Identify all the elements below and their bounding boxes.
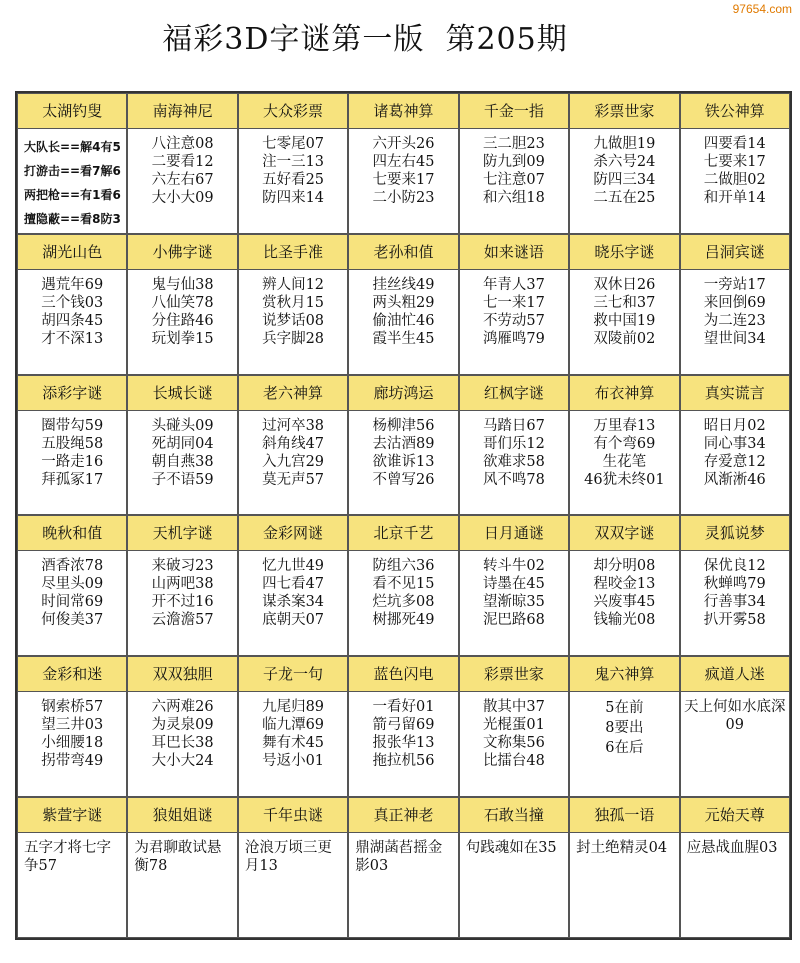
riddle-line: 四左右45	[372, 154, 435, 170]
riddle-cell	[17, 375, 127, 516]
riddle-line: 马踏日67	[482, 417, 545, 434]
riddle-cell	[459, 93, 569, 234]
cell-header: 彩票世家	[570, 94, 678, 129]
riddle-cell	[459, 375, 569, 516]
riddle-line: 杀六号24	[593, 154, 656, 170]
cell-header: 比圣手准	[239, 235, 347, 270]
cell-header: 双双字谜	[570, 516, 678, 551]
cell-body	[128, 551, 236, 655]
riddle-line: 五好看25	[262, 172, 325, 188]
riddle-line: 沧浪万顷三更月13	[244, 840, 332, 875]
cell-header: 红枫字谜	[460, 376, 568, 411]
riddle-cell	[680, 375, 790, 516]
riddle-line: 和六组18	[482, 190, 545, 206]
cell-body	[128, 411, 236, 515]
cell-body	[349, 692, 457, 796]
riddle-line: 八仙笑78	[151, 294, 214, 311]
riddle-line: 大队长==解4有5	[24, 140, 121, 154]
riddle-line: 酒香浓78	[41, 558, 104, 575]
cell-header: 天机字谜	[128, 516, 236, 551]
page-title: 福彩3D字谜第一版 第205期	[162, 22, 568, 57]
riddle-line: 忆九世49	[262, 558, 325, 575]
riddle-line: 说梦话08	[262, 312, 325, 329]
riddle-cell	[680, 515, 790, 656]
riddle-line: 行善事34	[703, 594, 766, 611]
riddle-line: 却分明08	[593, 558, 656, 575]
cell-body	[128, 692, 236, 796]
riddle-cell	[127, 234, 237, 375]
riddle-cell	[569, 797, 679, 938]
cell-body	[18, 692, 126, 796]
riddle-cell	[17, 234, 127, 375]
riddle-line: 遇荒年69	[41, 276, 104, 293]
riddle-line: 六两难26	[151, 699, 214, 716]
riddle-line: 入九宫29	[262, 453, 325, 470]
riddle-line: 双休日26	[593, 276, 656, 293]
cell-body	[570, 833, 678, 937]
riddle-line: 兴废事45	[593, 594, 656, 611]
cell-body	[349, 411, 457, 515]
riddle-line: 防九到09	[482, 154, 545, 170]
riddle-line: 救中国19	[593, 312, 656, 329]
cell-header: 晚秋和值	[18, 516, 126, 551]
cell-header: 廊坊鸿运	[349, 376, 457, 411]
cell-body	[239, 833, 347, 937]
riddle-cell	[238, 234, 348, 375]
riddle-line: 来回倒69	[703, 294, 766, 311]
riddle-cell	[680, 797, 790, 938]
cell-header: 独孤一语	[570, 798, 678, 833]
riddle-line: 双陵前02	[593, 330, 656, 347]
riddle-line: 天上何如水底深09	[684, 699, 786, 734]
riddle-line: 舞有术45	[262, 735, 325, 752]
riddle-cell	[17, 656, 127, 797]
riddle-cell	[127, 797, 237, 938]
riddle-line: 时间常69	[41, 594, 104, 611]
riddle-line: 分住路46	[151, 312, 214, 329]
riddle-line: 云澹澹57	[151, 612, 214, 629]
riddle-line: 不劳动57	[482, 312, 545, 329]
riddle-line: 七零尾07	[262, 136, 325, 152]
riddle-line: 秋蝉鸣79	[703, 576, 766, 593]
site-watermark: 97654.com	[732, 2, 792, 16]
cell-header: 长城长谜	[128, 376, 236, 411]
riddle-line: 鬼与仙38	[151, 276, 214, 293]
riddle-line: 七要来17	[372, 172, 435, 188]
cell-header: 彩票世家	[460, 657, 568, 692]
riddle-line: 何俊美37	[41, 612, 104, 629]
riddle-line: 扒开雾58	[703, 612, 766, 629]
riddle-line: 散其中37	[482, 699, 545, 716]
cell-body	[349, 129, 457, 233]
riddle-line: 谋杀案34	[262, 594, 325, 611]
riddle-cell	[459, 515, 569, 656]
cell-body	[570, 551, 678, 655]
cell-body	[18, 129, 126, 234]
riddle-line: 朝自燕38	[151, 453, 214, 470]
riddle-line: 来破习23	[151, 558, 214, 575]
cell-header: 千金一指	[460, 94, 568, 129]
cell-header: 蓝色闪电	[349, 657, 457, 692]
riddle-line: 保优良12	[703, 558, 766, 575]
cell-header: 老六神算	[239, 376, 347, 411]
riddle-line: 望渐晾35	[482, 594, 545, 611]
riddle-cell	[569, 375, 679, 516]
riddle-line: 霞半生45	[372, 330, 435, 347]
riddle-line: 底朝天07	[262, 612, 325, 629]
riddle-line: 比擂台48	[482, 753, 545, 770]
cell-header: 千年虫谜	[239, 798, 347, 833]
riddle-line: 万里春13	[593, 417, 656, 434]
riddle-line: 树挪死49	[372, 612, 435, 629]
riddle-cell	[680, 656, 790, 797]
riddle-line: 哥们乐12	[482, 435, 545, 452]
cell-body	[681, 411, 789, 515]
cell-header: 真实谎言	[681, 376, 789, 411]
riddle-line: 风渐淅46	[703, 471, 766, 488]
cell-header: 吕洞宾谜	[681, 235, 789, 270]
riddle-cell	[348, 234, 458, 375]
cell-body	[681, 833, 789, 937]
riddle-line: 不曾写26	[372, 471, 435, 488]
riddle-line: 去沽酒89	[372, 435, 435, 452]
cell-body	[18, 833, 126, 937]
riddle-line: 兵字脚28	[262, 330, 325, 347]
riddle-line: 程咬金13	[593, 576, 656, 593]
cell-header: 北京千艺	[349, 516, 457, 551]
cell-header: 大众彩票	[239, 94, 347, 129]
riddle-line: 昭日月02	[703, 417, 766, 434]
riddle-line: 开不过16	[151, 594, 214, 611]
riddle-line: 文称集56	[482, 735, 545, 752]
riddle-line: 一旁站17	[703, 276, 766, 293]
riddle-line: 同心事34	[703, 435, 766, 452]
riddle-cell	[238, 375, 348, 516]
riddle-grid	[15, 91, 792, 940]
riddle-line: 四要看14	[703, 136, 766, 152]
riddle-line: 二做胆02	[703, 172, 766, 188]
riddle-cell	[127, 515, 237, 656]
riddle-line: 封土绝精灵04	[576, 840, 668, 857]
riddle-cell	[569, 234, 679, 375]
riddle-line: 大小大09	[151, 190, 214, 206]
riddle-line: 九尾归89	[262, 699, 325, 716]
riddle-line: 防组六36	[372, 558, 435, 575]
riddle-line: 风不鸣78	[482, 471, 545, 488]
riddle-line: 烂坑多08	[372, 594, 435, 611]
riddle-cell	[569, 515, 679, 656]
cell-header: 南海神尼	[128, 94, 236, 129]
riddle-cell	[569, 93, 679, 234]
cell-body	[239, 692, 347, 796]
riddle-cell	[127, 93, 237, 234]
cell-body	[570, 129, 678, 233]
riddle-line: 欲难求58	[482, 453, 545, 470]
cell-body	[18, 411, 126, 515]
cell-header: 疯道人迷	[681, 657, 789, 692]
riddle-line: 钢索桥57	[41, 699, 104, 716]
riddle-line: 防四三34	[593, 172, 656, 188]
riddle-line: 死胡同04	[151, 435, 214, 452]
riddle-cell	[569, 656, 679, 797]
cell-header: 布衣神算	[570, 376, 678, 411]
riddle-line: 存爱意12	[703, 453, 766, 470]
riddle-line: 过河卒38	[262, 417, 325, 434]
cell-body	[349, 270, 457, 374]
riddle-line: 泥巴路68	[482, 612, 545, 629]
riddle-line: 六开头26	[372, 136, 435, 152]
riddle-cell	[348, 375, 458, 516]
riddle-line: 鼎湖菡萏摇金影03	[355, 840, 443, 875]
riddle-cell	[17, 93, 127, 234]
riddle-line: 五股绳58	[41, 435, 104, 452]
riddle-line: 为二连23	[703, 312, 766, 329]
cell-header: 鬼六神算	[570, 657, 678, 692]
riddle-line: 号返小01	[262, 753, 325, 770]
cell-header: 元始天尊	[681, 798, 789, 833]
cell-header: 诸葛神算	[349, 94, 457, 129]
cell-body	[128, 833, 236, 937]
riddle-line: 擅隐蔽==看8防3	[24, 212, 121, 226]
cell-body	[239, 551, 347, 655]
cell-body	[570, 692, 678, 796]
cell-body	[460, 270, 568, 374]
riddle-line: 三个钱03	[41, 294, 104, 311]
riddle-cell	[680, 93, 790, 234]
riddle-line: 5在前	[605, 700, 644, 717]
riddle-cell	[348, 93, 458, 234]
cell-header: 子龙一句	[239, 657, 347, 692]
cell-header: 金彩网谜	[239, 516, 347, 551]
riddle-cell	[238, 93, 348, 234]
riddle-cell	[127, 656, 237, 797]
riddle-line: 鸿雁鸣79	[482, 330, 545, 347]
riddle-cell	[348, 656, 458, 797]
riddle-line: 为灵泉09	[151, 717, 214, 734]
riddle-line: 山两吧38	[151, 576, 214, 593]
riddle-line: 欲谁诉13	[372, 453, 435, 470]
riddle-line: 拖拉机56	[372, 753, 435, 770]
cell-body	[460, 833, 568, 937]
cell-body	[681, 270, 789, 374]
cell-header: 小佛字谜	[128, 235, 236, 270]
riddle-line: 杨柳津56	[372, 417, 435, 434]
riddle-line: 赏秋月15	[262, 294, 325, 311]
cell-body	[18, 551, 126, 655]
riddle-line: 小细腰18	[41, 735, 104, 752]
cell-body	[681, 129, 789, 233]
riddle-cell	[238, 656, 348, 797]
riddle-line: 尽里头09	[41, 576, 104, 593]
riddle-line: 圈带勾59	[41, 417, 104, 434]
riddle-line: 光棍蛋01	[482, 717, 545, 734]
cell-body	[570, 270, 678, 374]
riddle-line: 偷油忙46	[372, 312, 435, 329]
cell-body	[128, 129, 236, 233]
riddle-line: 望世间34	[703, 330, 766, 347]
cell-body	[460, 411, 568, 515]
cell-header: 双双独胆	[128, 657, 236, 692]
riddle-line: 临九潭69	[262, 717, 325, 734]
cell-body	[681, 692, 789, 796]
riddle-line: 三七和37	[593, 294, 656, 311]
cell-body	[460, 551, 568, 655]
riddle-cell	[459, 797, 569, 938]
riddle-line: 耳巴长38	[151, 735, 214, 752]
cell-body	[239, 411, 347, 515]
cell-header: 灵狐说梦	[681, 516, 789, 551]
riddle-line: 箭弓留69	[372, 717, 435, 734]
cell-body	[349, 833, 457, 937]
cell-header: 老孙和值	[349, 235, 457, 270]
riddle-line: 为君聊敢试悬衡78	[134, 840, 222, 875]
riddle-line: 九做胆19	[593, 136, 656, 152]
riddle-line: 七一来17	[482, 294, 545, 311]
riddle-line: 转斗牛02	[482, 558, 545, 575]
cell-body	[570, 411, 678, 515]
riddle-line: 头碰头09	[151, 417, 214, 434]
riddle-line: 五字才将七字争57	[24, 840, 111, 875]
riddle-line: 和开单14	[703, 190, 766, 206]
cell-body	[460, 692, 568, 796]
riddle-line: 两头粗29	[372, 294, 435, 311]
riddle-cell	[238, 797, 348, 938]
riddle-line: 子不语59	[151, 471, 214, 488]
riddle-line: 诗墨在45	[482, 576, 545, 593]
riddle-line: 挂丝线49	[372, 276, 435, 293]
cell-header: 金彩和迷	[18, 657, 126, 692]
riddle-cell	[459, 656, 569, 797]
riddle-cell	[680, 234, 790, 375]
riddle-line: 拐带弯49	[41, 753, 104, 770]
riddle-line: 46犹未终01	[584, 471, 665, 488]
riddle-line: 8要出	[605, 720, 644, 737]
riddle-line: 有个弯69	[593, 435, 656, 452]
cell-body	[128, 270, 236, 374]
riddle-line: 六左右67	[151, 172, 214, 188]
riddle-cell	[238, 515, 348, 656]
riddle-line: 看不见15	[372, 576, 435, 593]
cell-body	[349, 551, 457, 655]
riddle-line: 生花笔	[602, 453, 647, 470]
cell-header: 晓乐字谜	[570, 235, 678, 270]
cell-body	[239, 270, 347, 374]
riddle-cell	[127, 375, 237, 516]
cell-header: 太湖钓叟	[18, 94, 126, 129]
riddle-line: 四七看47	[262, 576, 325, 593]
riddle-line: 一看好01	[372, 699, 435, 716]
riddle-cell	[17, 797, 127, 938]
riddle-line: 应悬战血腥03	[686, 840, 778, 857]
riddle-line: 大小大24	[151, 753, 214, 770]
cell-header: 紫萱字谜	[18, 798, 126, 833]
cell-header: 真正神老	[349, 798, 457, 833]
riddle-cell	[459, 234, 569, 375]
cell-body	[18, 270, 126, 374]
riddle-line: 胡四条45	[41, 312, 104, 329]
riddle-line: 拜孤冢17	[41, 471, 104, 488]
riddle-line: 莫无声57	[262, 471, 325, 488]
riddle-line: 打游击==看7解6	[24, 164, 121, 178]
riddle-cell	[348, 515, 458, 656]
riddle-line: 玩划拳15	[151, 330, 214, 347]
cell-header: 日月通谜	[460, 516, 568, 551]
riddle-line: 才不深13	[41, 330, 104, 347]
riddle-line: 二五在25	[593, 190, 656, 206]
riddle-line: 6在后	[605, 740, 644, 757]
riddle-line: 句践魂如在35	[465, 840, 557, 857]
cell-header: 狼姐姐谜	[128, 798, 236, 833]
riddle-line: 报张华13	[372, 735, 435, 752]
cell-header: 铁公神算	[681, 94, 789, 129]
riddle-line: 七注意07	[482, 172, 545, 188]
riddle-line: 年青人37	[482, 276, 545, 293]
cell-header: 如来谜语	[460, 235, 568, 270]
riddle-line: 防四来14	[262, 190, 325, 206]
cell-body	[681, 551, 789, 655]
riddle-cell	[348, 797, 458, 938]
riddle-line: 七要来17	[703, 154, 766, 170]
riddle-line: 八注意08	[151, 136, 214, 152]
cell-header: 湖光山色	[18, 235, 126, 270]
riddle-line: 钱输光08	[593, 612, 656, 629]
riddle-line: 望三井03	[41, 717, 104, 734]
riddle-line: 斜角线47	[262, 435, 325, 452]
riddle-line: 三二胆23	[482, 136, 545, 152]
cell-body	[460, 129, 568, 233]
riddle-line: 两把枪==有1看6	[24, 188, 121, 202]
riddle-line: 一路走16	[41, 453, 104, 470]
cell-body	[239, 129, 347, 233]
cell-header: 添彩字谜	[18, 376, 126, 411]
riddle-line: 辨人间12	[262, 276, 325, 293]
riddle-line: 注一三13	[262, 154, 325, 170]
cell-header: 石敢当撞	[460, 798, 568, 833]
riddle-line: 二小防23	[372, 190, 435, 206]
riddle-line: 二要看12	[151, 154, 214, 170]
riddle-cell	[17, 515, 127, 656]
